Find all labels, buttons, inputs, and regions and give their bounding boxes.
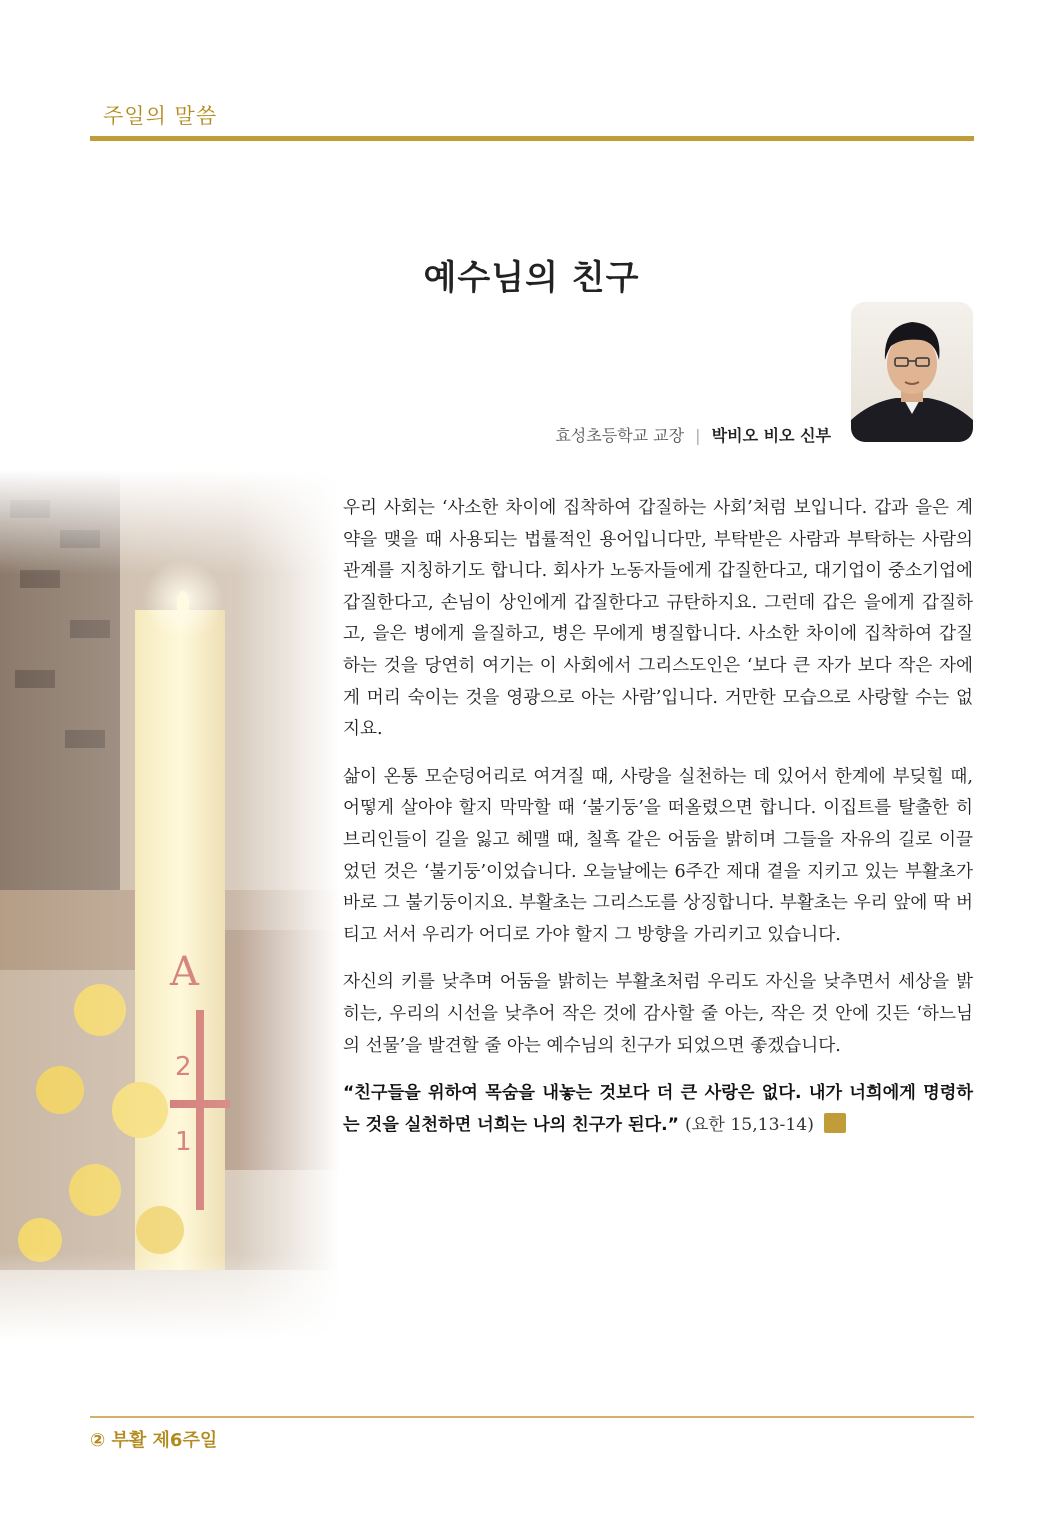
paragraph: 삶이 온통 모순덩어리로 여겨질 때, 사랑을 실천하는 데 있어서 한계에 부딪힐 때, 어떻게 살아야 할지 막막할 때 ‘불기둥’을 떠올렸으면 합니다. 이집트를 탈출한 히브리인들이 길을 잃고 헤맬 때, 칠흑 같은 어둠을 밝히며 그들을 자유의 길로 이끌었던 것은 ‘불기둥’이었습니다. 오늘날에는 6주간 제대 곁을 지키고 있는 부활초가 바로 그 불기둥이지요. 부활초는 그리스도를 상징합니다. 부활초는 우리 앞에 딱 버티고 서서 우리가 어디로 가야 할지 그 방향을 가리키고 있습니다. — [343, 766, 973, 945]
footer-rule — [90, 1416, 974, 1418]
byline-separator: | — [695, 426, 701, 445]
article-body — [343, 493, 973, 1157]
footer-label: ② 부활 제6주일 — [90, 1430, 218, 1451]
easter-candle-image — [0, 470, 340, 1340]
paragraph: 자신의 키를 낮추며 어둠을 밝히는 부활초처럼 우리도 자신을 낮추면서 세상을 밝히는, 우리의 시선을 낮추어 작은 것에 감사할 줄 아는, 작은 것 안에 깃든 ‘하느님의 선물’을 발견할 줄 아는 예수님의 친구가 되었으면 좋겠습니다. — [343, 972, 973, 1056]
author-name: 박비오 비오 신부 — [711, 426, 831, 445]
author-portrait — [851, 302, 973, 442]
article-title: 예수님의 친구 — [423, 258, 640, 298]
header-rule — [90, 136, 974, 141]
end-mark-icon — [824, 1113, 846, 1133]
section-label: 주일의 말씀 — [103, 104, 218, 128]
author-affiliation: 효성초등학교 교장 — [555, 426, 685, 445]
author-byline — [555, 423, 831, 446]
quote-text: “친구들을 위하여 목숨을 내놓는 것보다 더 큰 사랑은 없다. 내가 너희에게 명령하는 것을 실천하면 너희는 나의 친구가 된다.” — [343, 1083, 973, 1135]
paragraph: 우리 사회는 ‘사소한 차이에 집착하여 갑질하는 사회’처럼 보입니다. 갑과 을은 계약을 맺을 때 사용되는 법률적인 용어입니다만, 부탁받은 사람과 부탁하는 사람의 관계를 지칭하기도 합니다. 회사가 노동자들에게 갑질한다고, 대기업이 중소기업에 갑질한다고, 손님이 상인에게 갑질한다고 규탄하지요. 그런데 갑은 을에게 갑질하고, 을은 병에게 을질하고, 병은 무에게 병질합니다. 사소한 차이에 집착하여 갑질하는 것을 당연히 여기는 이 사회에서 그리스도인은 ‘보다 큰 자가 보다 작은 자에게 머리 숙이는 것을 영광으로 아는 사람’입니다. 거만한 모습으로 사랑할 수는 없지요. — [343, 498, 973, 740]
quote-reference: (요한 15,13-14) — [684, 1114, 814, 1135]
scripture-quote — [343, 1078, 973, 1141]
